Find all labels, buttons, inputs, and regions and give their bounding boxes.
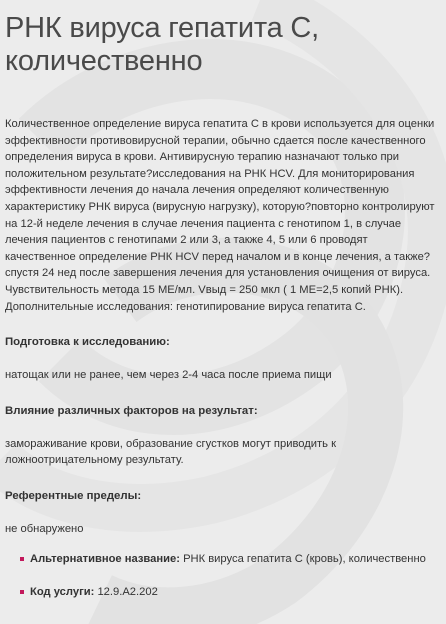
property-alternative-name	[5, 552, 441, 566]
page-title: РНК вируса гепатита С, количественно	[5, 12, 319, 77]
property-value: 12.9.А2.202	[94, 585, 158, 598]
factors-heading: Влияние различных факторов на результат:	[5, 404, 258, 417]
property-label: Код услуги:	[30, 585, 95, 598]
test-description: Количественное определение вируса гепатита С в крови используется для оценки эффективности противовирусной терапии, обычно сдается после качественного определения вируса в крови. Антивирусную терапию назначают только при положительном результате?исследования на РНК HCV. Для мониторирования эффективности лечения до начала лечения определяют количественную характеристику РНК вируса (вирусную нагрузку), которую?повторно контролируют на 12-й неделе лечения в случае лечения пациента с генотипом 1, в случае лечения пациентов с генотипами 2 или 3, а также 4, 5 или 6 проводят качественное определение РНК HCV перед началом и в конце лечения, а также?спустя 24 нед после завершения лечения для установления очищения от вируса. Чувствительность метода 15 МЕ/мл. Vвыд = 250 мкл ( 1 МЕ=2,5 копий РНК). Дополнительные исследования: генотипирование вируса гепатита С.	[5, 118, 435, 313]
properties-list	[5, 552, 441, 599]
bullet-marker	[20, 557, 24, 561]
reference-text: не обнаружено	[5, 522, 84, 535]
bullet-marker	[20, 590, 24, 594]
preparation-heading: Подготовка к исследованию:	[5, 336, 170, 349]
property-service-code	[5, 585, 441, 599]
property-value: РНК вируса гепатита С (кровь), количественно	[179, 552, 426, 565]
reference-heading: Референтные пределы:	[5, 489, 142, 502]
preparation-text: натощак или не ранее, чем через 2-4 часа после приема пищи	[5, 369, 332, 382]
property-label: Альтернативное название:	[30, 552, 180, 565]
factors-text: замораживание крови, образование сгустков могут приводить к ложноотрицательному результату.	[5, 437, 336, 467]
